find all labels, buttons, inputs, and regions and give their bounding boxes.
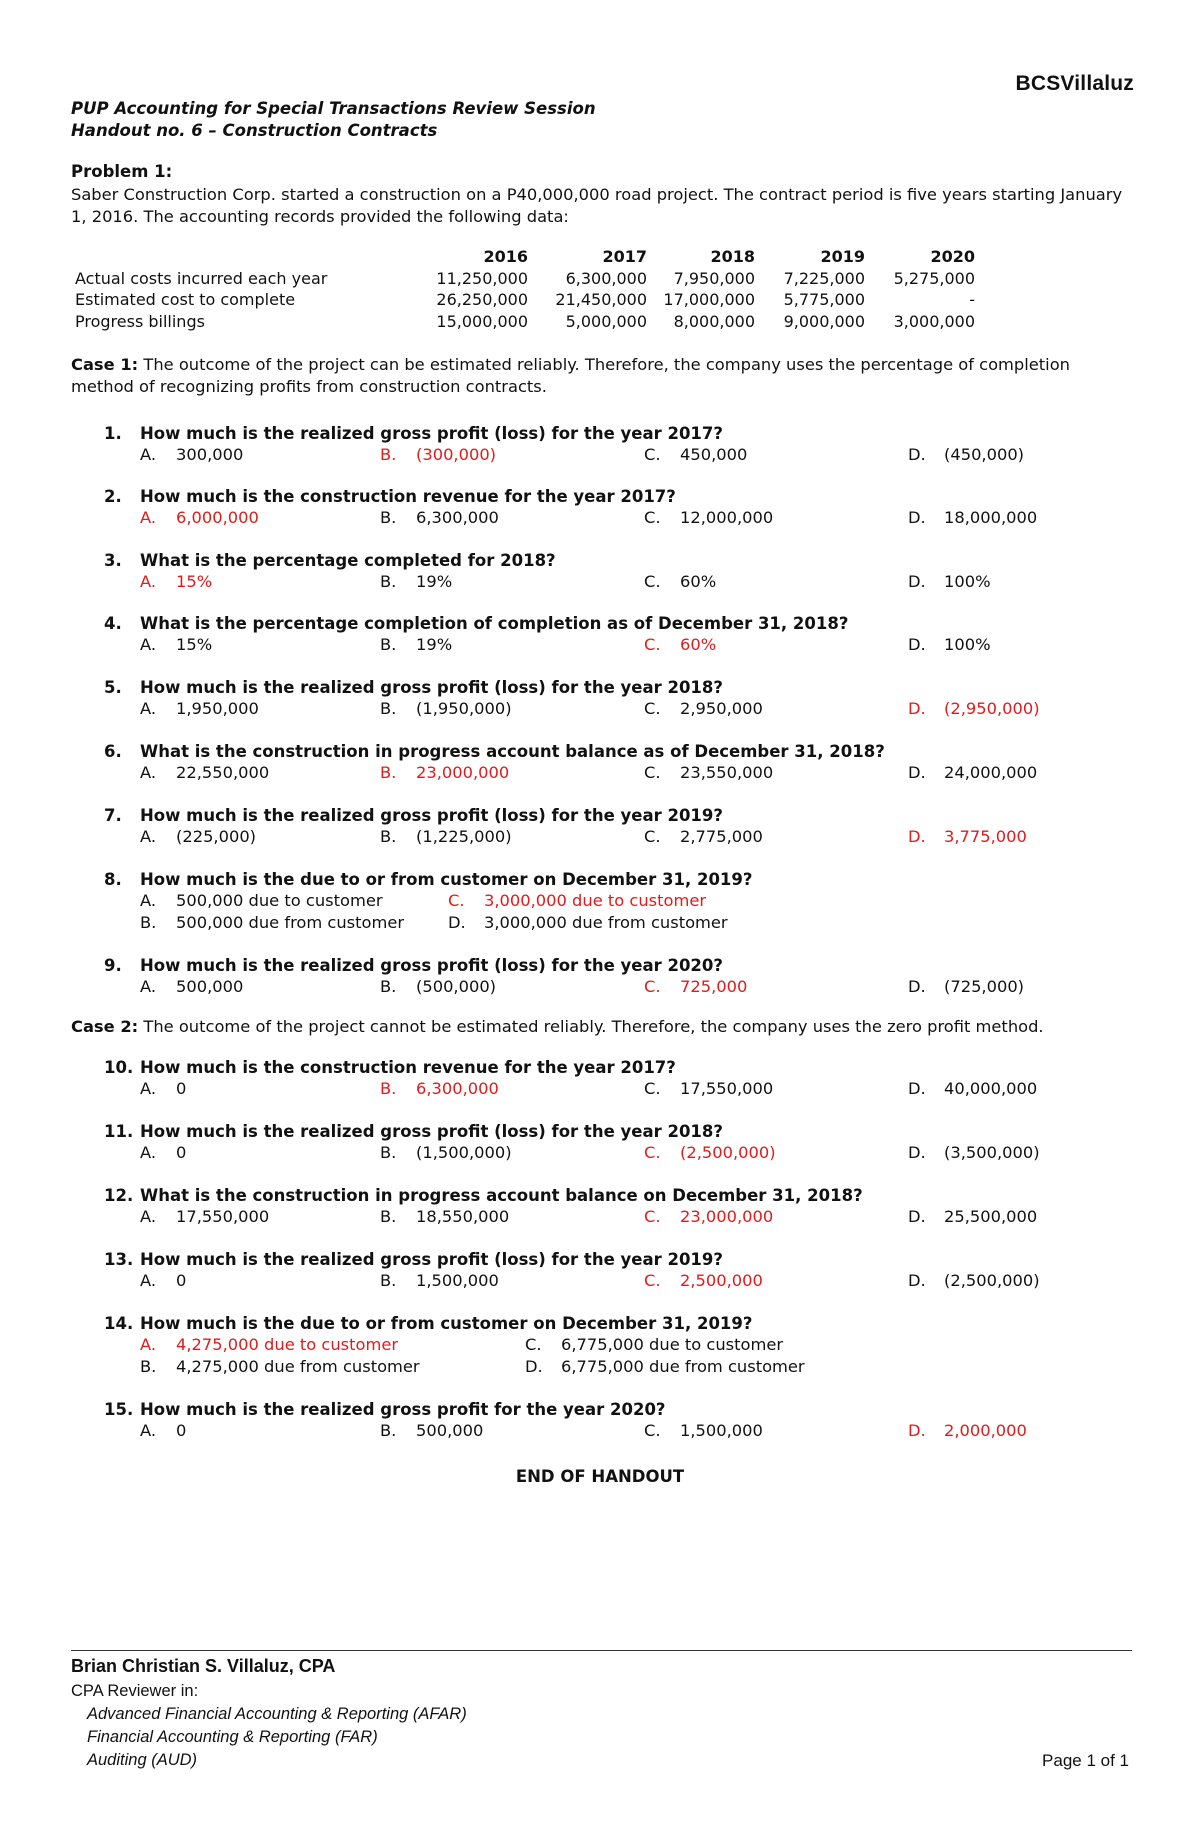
question-text bbox=[104, 614, 848, 633]
option-letter: D. bbox=[908, 508, 926, 527]
answer-option bbox=[380, 763, 509, 782]
table-cell: 5,275,000 bbox=[893, 268, 975, 288]
option-text: (2,950,000) bbox=[944, 699, 1040, 718]
option-letter: C. bbox=[644, 827, 661, 846]
option-text: 2,950,000 bbox=[680, 699, 763, 718]
option-letter: D. bbox=[908, 1207, 926, 1226]
choice-option bbox=[380, 635, 452, 654]
question-text bbox=[104, 956, 723, 975]
session-title: PUP Accounting for Special Transactions Review Session bbox=[71, 99, 596, 118]
choice-option bbox=[644, 1421, 763, 1440]
answer-option bbox=[644, 977, 747, 996]
subject-far: Financial Accounting & Reporting (FAR) bbox=[87, 1728, 378, 1746]
choice-option bbox=[140, 1143, 186, 1162]
case-label: Case 2: bbox=[71, 1017, 139, 1036]
answer-option bbox=[140, 1335, 398, 1354]
reviewer-label: CPA Reviewer in: bbox=[71, 1682, 199, 1700]
page-number: Page 1 of 1 bbox=[1042, 1751, 1129, 1770]
choice-option bbox=[140, 977, 243, 996]
case-label: Case 1: bbox=[71, 355, 139, 374]
option-letter: C. bbox=[644, 635, 661, 654]
answer-option bbox=[380, 1079, 499, 1098]
option-letter: C. bbox=[644, 445, 661, 464]
table-cell: 5,775,000 bbox=[783, 290, 865, 309]
option-text: 4,275,000 due from customer bbox=[176, 1357, 420, 1376]
table-cell: 9,000,000 bbox=[783, 311, 865, 331]
choice-option bbox=[448, 913, 728, 932]
option-letter: A. bbox=[140, 635, 157, 654]
option-letter: A. bbox=[140, 977, 157, 996]
question-label: How much is the construction revenue for the year 2017? bbox=[140, 487, 676, 506]
option-text: 6,300,000 bbox=[416, 1079, 499, 1098]
option-letter: D. bbox=[908, 1079, 926, 1098]
option-letter: C. bbox=[644, 699, 661, 718]
option-text: (500,000) bbox=[416, 977, 497, 996]
case-text: The outcome of the project can be estimated reliably. Therefore, the company uses the percentage of completion method of recognizing profits from construction contracts. bbox=[71, 355, 1070, 396]
option-text: 0 bbox=[176, 1143, 187, 1162]
table-cell: 15,000,000 bbox=[436, 311, 528, 331]
question-label: How much is the due to or from customer on December 31, 2019? bbox=[140, 870, 753, 889]
option-text: 3,000,000 due to customer bbox=[484, 891, 707, 910]
option-text: 500,000 due from customer bbox=[176, 913, 405, 932]
choice-option bbox=[140, 1421, 186, 1440]
option-letter: B. bbox=[380, 1271, 397, 1290]
option-text: 40,000,000 bbox=[944, 1079, 1038, 1098]
choice-option bbox=[644, 572, 716, 591]
question-label: What is the construction in progress account balance as of December 31, 2018? bbox=[140, 742, 885, 761]
answer-option bbox=[380, 445, 496, 464]
end-of-handout: END OF HANDOUT bbox=[515, 1467, 685, 1486]
choice-option bbox=[908, 635, 991, 654]
option-letter: B. bbox=[380, 977, 397, 996]
option-text: 2,775,000 bbox=[680, 827, 763, 846]
option-text: 3,000,000 due from customer bbox=[484, 913, 728, 932]
question-number: 12. bbox=[104, 1186, 134, 1205]
option-letter: D. bbox=[908, 763, 926, 782]
choice-option bbox=[140, 1079, 186, 1098]
option-text: 0 bbox=[176, 1421, 187, 1440]
question-label: What is the percentage completion of completion as of December 31, 2018? bbox=[140, 614, 849, 633]
option-letter: C. bbox=[448, 891, 465, 910]
option-letter: A. bbox=[140, 763, 157, 782]
option-letter: C. bbox=[644, 508, 661, 527]
option-text: 18,000,000 bbox=[944, 508, 1038, 527]
choice-option bbox=[908, 1271, 1040, 1290]
table-cell: 8,000,000 bbox=[673, 311, 755, 331]
option-letter: A. bbox=[140, 445, 157, 464]
table-row bbox=[75, 311, 975, 333]
choice-option bbox=[140, 635, 212, 654]
option-text: 725,000 bbox=[680, 977, 748, 996]
option-text: (1,225,000) bbox=[416, 827, 512, 846]
option-letter: B. bbox=[380, 445, 397, 464]
choice-option bbox=[644, 508, 773, 527]
cost-data-table bbox=[75, 246, 975, 332]
option-letter: A. bbox=[140, 572, 157, 591]
option-text: 450,000 bbox=[680, 445, 748, 464]
option-letter: C. bbox=[644, 977, 661, 996]
option-letter: D. bbox=[448, 913, 466, 932]
question-text bbox=[104, 742, 885, 761]
option-letter: C. bbox=[644, 1079, 661, 1098]
question-text bbox=[104, 806, 723, 825]
choice-option bbox=[380, 1143, 512, 1162]
answer-option bbox=[908, 1421, 1027, 1440]
choice-option bbox=[908, 763, 1037, 782]
option-letter: A. bbox=[140, 891, 157, 910]
case-1-description bbox=[71, 354, 1136, 397]
option-text: (225,000) bbox=[176, 827, 257, 846]
option-letter: C. bbox=[644, 572, 661, 591]
question-number: 2. bbox=[104, 487, 122, 506]
option-letter: B. bbox=[140, 913, 157, 932]
option-text: 6,775,000 due from customer bbox=[561, 1357, 805, 1376]
question-number: 11. bbox=[104, 1122, 134, 1141]
table-cell: 17,000,000 bbox=[663, 290, 755, 309]
option-text: (2,500,000) bbox=[944, 1271, 1040, 1290]
choice-option bbox=[380, 1207, 509, 1226]
option-letter: B. bbox=[380, 699, 397, 718]
option-text: (300,000) bbox=[416, 445, 497, 464]
table-cell: 5,000,000 bbox=[565, 311, 647, 331]
question-number: 8. bbox=[104, 870, 122, 889]
option-text: (2,500,000) bbox=[680, 1143, 776, 1162]
option-letter: A. bbox=[140, 699, 157, 718]
choice-option bbox=[644, 445, 747, 464]
option-text: 17,550,000 bbox=[176, 1207, 270, 1226]
table-cell: 7,225,000 bbox=[783, 268, 865, 288]
option-text: 6,300,000 bbox=[416, 508, 499, 527]
option-letter: A. bbox=[140, 508, 157, 527]
option-text: 19% bbox=[416, 572, 453, 591]
subject-afar: Advanced Financial Accounting & Reporting (AFAR) bbox=[87, 1705, 467, 1723]
question-label: How much is the realized gross profit (loss) for the year 2018? bbox=[140, 678, 723, 697]
option-text: 0 bbox=[176, 1271, 187, 1290]
choice-option bbox=[908, 445, 1024, 464]
year-header: 2017 bbox=[602, 247, 647, 266]
answer-option bbox=[644, 635, 716, 654]
choice-option bbox=[908, 1207, 1037, 1226]
problem-text: Saber Construction Corp. started a construction on a P40,000,000 road project. The contract period is five years starting January 1, 2016. The accounting records provided the following data: bbox=[71, 185, 1123, 226]
question-label: What is the construction in progress account balance on December 31, 2018? bbox=[140, 1186, 863, 1205]
option-text: 500,000 bbox=[416, 1421, 484, 1440]
choice-option bbox=[380, 508, 499, 527]
option-letter: B. bbox=[380, 1143, 397, 1162]
option-text: 60% bbox=[680, 572, 717, 591]
option-letter: B. bbox=[380, 1207, 397, 1226]
question-number: 9. bbox=[104, 956, 122, 975]
choice-option bbox=[140, 763, 269, 782]
option-letter: D. bbox=[908, 1421, 926, 1440]
choice-option bbox=[525, 1335, 783, 1354]
year-header: 2020 bbox=[930, 247, 975, 266]
question-label: How much is the realized gross profit (loss) for the year 2017? bbox=[140, 424, 723, 443]
question-number: 3. bbox=[104, 551, 122, 570]
option-text: 23,550,000 bbox=[680, 763, 774, 782]
option-text: 18,550,000 bbox=[416, 1207, 510, 1226]
option-letter: A. bbox=[140, 827, 157, 846]
row-label: Actual costs incurred each year bbox=[75, 268, 328, 288]
choice-option bbox=[908, 977, 1024, 996]
table-row bbox=[75, 268, 975, 290]
option-letter: A. bbox=[140, 1421, 157, 1440]
option-letter: D. bbox=[908, 572, 926, 591]
option-letter: D. bbox=[908, 1143, 926, 1162]
option-text: 19% bbox=[416, 635, 453, 654]
question-text bbox=[104, 678, 723, 697]
option-letter: B. bbox=[380, 1421, 397, 1440]
footer-divider bbox=[71, 1650, 1132, 1651]
option-letter: B. bbox=[380, 763, 397, 782]
option-letter: B. bbox=[380, 635, 397, 654]
question-number: 4. bbox=[104, 614, 122, 633]
option-letter: C. bbox=[644, 1143, 661, 1162]
choice-option bbox=[140, 699, 259, 718]
author-name: Brian Christian S. Villaluz, CPA bbox=[71, 1656, 336, 1676]
option-text: 2,000,000 bbox=[944, 1421, 1027, 1440]
option-letter: C. bbox=[525, 1335, 542, 1354]
option-letter: D. bbox=[908, 445, 926, 464]
option-letter: A. bbox=[140, 1079, 157, 1098]
question-text bbox=[104, 1314, 752, 1333]
choice-option bbox=[140, 827, 256, 846]
question-number: 7. bbox=[104, 806, 122, 825]
question-text bbox=[104, 870, 752, 889]
choice-option bbox=[380, 1271, 499, 1290]
option-text: 24,000,000 bbox=[944, 763, 1038, 782]
question-text bbox=[104, 1250, 723, 1269]
option-letter: C. bbox=[644, 1271, 661, 1290]
table-cell: - bbox=[969, 290, 975, 309]
table-cell: 21,450,000 bbox=[555, 290, 647, 309]
question-number: 15. bbox=[104, 1400, 134, 1419]
choice-option bbox=[140, 913, 404, 932]
choice-option bbox=[525, 1357, 805, 1376]
option-text: 0 bbox=[176, 1079, 187, 1098]
choice-option bbox=[380, 977, 496, 996]
question-label: How much is the realized gross profit (loss) for the year 2018? bbox=[140, 1122, 723, 1141]
option-text: 12,000,000 bbox=[680, 508, 774, 527]
option-text: 23,000,000 bbox=[416, 763, 510, 782]
choice-option bbox=[140, 1207, 269, 1226]
subject-aud: Auditing (AUD) bbox=[87, 1751, 198, 1769]
question-label: How much is the realized gross profit (loss) for the year 2019? bbox=[140, 806, 723, 825]
choice-option bbox=[644, 763, 773, 782]
choice-option bbox=[644, 1079, 773, 1098]
choice-option bbox=[140, 1271, 186, 1290]
option-letter: C. bbox=[644, 1207, 661, 1226]
year-header: 2016 bbox=[483, 247, 528, 266]
option-text: 4,275,000 due to customer bbox=[176, 1335, 399, 1354]
option-letter: A. bbox=[140, 1207, 157, 1226]
option-letter: A. bbox=[140, 1271, 157, 1290]
answer-option bbox=[448, 891, 706, 910]
question-number: 14. bbox=[104, 1314, 134, 1333]
question-number: 6. bbox=[104, 742, 122, 761]
option-text: 100% bbox=[944, 635, 991, 654]
question-text bbox=[104, 1186, 863, 1205]
table-cell: 3,000,000 bbox=[893, 311, 975, 331]
choice-option bbox=[908, 1079, 1037, 1098]
table-cell: 11,250,000 bbox=[436, 268, 528, 288]
option-letter: B. bbox=[380, 508, 397, 527]
question-number: 1. bbox=[104, 424, 122, 443]
option-letter: A. bbox=[140, 1335, 157, 1354]
option-text: 17,550,000 bbox=[680, 1079, 774, 1098]
choice-option bbox=[380, 827, 512, 846]
option-letter: D. bbox=[908, 827, 926, 846]
option-text: 6,000,000 bbox=[176, 508, 259, 527]
option-letter: B. bbox=[140, 1357, 157, 1376]
answer-option bbox=[908, 699, 1040, 718]
question-text bbox=[104, 1400, 666, 1419]
table-row bbox=[75, 289, 975, 311]
option-text: 60% bbox=[680, 635, 717, 654]
case-text: The outcome of the project cannot be estimated reliably. Therefore, the company uses the zero profit method. bbox=[143, 1017, 1044, 1036]
choice-option bbox=[908, 508, 1037, 527]
option-text: 3,775,000 bbox=[944, 827, 1027, 846]
question-text bbox=[104, 424, 723, 443]
option-text: 25,500,000 bbox=[944, 1207, 1038, 1226]
option-letter: D. bbox=[908, 635, 926, 654]
choice-option bbox=[140, 1357, 420, 1376]
year-header: 2019 bbox=[820, 247, 865, 266]
choice-option bbox=[908, 1143, 1040, 1162]
option-text: (1,500,000) bbox=[416, 1143, 512, 1162]
option-letter: D. bbox=[525, 1357, 543, 1376]
option-text: 1,500,000 bbox=[416, 1271, 499, 1290]
choice-option bbox=[380, 1421, 483, 1440]
row-label: Progress billings bbox=[75, 311, 205, 331]
answer-option bbox=[140, 572, 212, 591]
option-text: 6,775,000 due to customer bbox=[561, 1335, 784, 1354]
option-text: (725,000) bbox=[944, 977, 1025, 996]
question-number: 10. bbox=[104, 1058, 134, 1077]
option-text: 22,550,000 bbox=[176, 763, 270, 782]
option-text: 23,000,000 bbox=[680, 1207, 774, 1226]
option-letter: D. bbox=[908, 1271, 926, 1290]
answer-option bbox=[644, 1271, 763, 1290]
question-number: 13. bbox=[104, 1250, 134, 1269]
option-text: (3,500,000) bbox=[944, 1143, 1040, 1162]
year-header: 2018 bbox=[710, 247, 755, 266]
answer-option bbox=[644, 1207, 773, 1226]
question-label: What is the percentage completed for 2018? bbox=[140, 551, 556, 570]
option-text: 15% bbox=[176, 572, 213, 591]
option-text: 15% bbox=[176, 635, 213, 654]
choice-option bbox=[380, 699, 512, 718]
table-cell: 7,950,000 bbox=[673, 268, 755, 288]
question-label: How much is the realized gross profit for the year 2020? bbox=[140, 1400, 666, 1419]
option-letter: A. bbox=[140, 1143, 157, 1162]
question-label: How much is the construction revenue for the year 2017? bbox=[140, 1058, 676, 1077]
option-text: 1,950,000 bbox=[176, 699, 259, 718]
choice-option bbox=[644, 699, 763, 718]
question-number: 5. bbox=[104, 678, 122, 697]
table-cell: 26,250,000 bbox=[436, 290, 528, 309]
option-letter: C. bbox=[644, 1421, 661, 1440]
option-text: 100% bbox=[944, 572, 991, 591]
choice-option bbox=[644, 827, 763, 846]
choice-option bbox=[140, 445, 243, 464]
problem-title: Problem 1: bbox=[71, 162, 173, 181]
answer-option bbox=[644, 1143, 776, 1162]
question-label: How much is the realized gross profit (loss) for the year 2019? bbox=[140, 1250, 723, 1269]
choice-option bbox=[908, 572, 991, 591]
question-text bbox=[104, 551, 556, 570]
option-text: 500,000 due to customer bbox=[176, 891, 383, 910]
handout-title: Handout no. 6 – Construction Contracts bbox=[71, 121, 438, 140]
option-letter: D. bbox=[908, 699, 926, 718]
table-cell: 6,300,000 bbox=[565, 268, 647, 288]
question-text bbox=[104, 1122, 723, 1141]
question-label: How much is the realized gross profit (loss) for the year 2020? bbox=[140, 956, 723, 975]
option-letter: B. bbox=[380, 572, 397, 591]
option-text: 500,000 bbox=[176, 977, 244, 996]
question-text bbox=[104, 1058, 676, 1077]
option-text: 300,000 bbox=[176, 445, 244, 464]
option-text: 1,500,000 bbox=[680, 1421, 763, 1440]
answer-option bbox=[140, 508, 259, 527]
question-label: How much is the due to or from customer on December 31, 2019? bbox=[140, 1314, 753, 1333]
option-text: 2,500,000 bbox=[680, 1271, 763, 1290]
option-letter: C. bbox=[644, 763, 661, 782]
option-letter: D. bbox=[908, 977, 926, 996]
option-text: (1,950,000) bbox=[416, 699, 512, 718]
row-label: Estimated cost to complete bbox=[75, 290, 296, 309]
option-letter: B. bbox=[380, 1079, 397, 1098]
option-letter: B. bbox=[380, 827, 397, 846]
case-2-description bbox=[71, 1016, 1136, 1038]
brand-name: BCSVillaluz bbox=[1015, 72, 1134, 95]
table-header-row bbox=[75, 246, 975, 268]
choice-option bbox=[140, 891, 383, 910]
option-text: (450,000) bbox=[944, 445, 1025, 464]
choice-option bbox=[380, 572, 452, 591]
question-text bbox=[104, 487, 676, 506]
answer-option bbox=[908, 827, 1027, 846]
